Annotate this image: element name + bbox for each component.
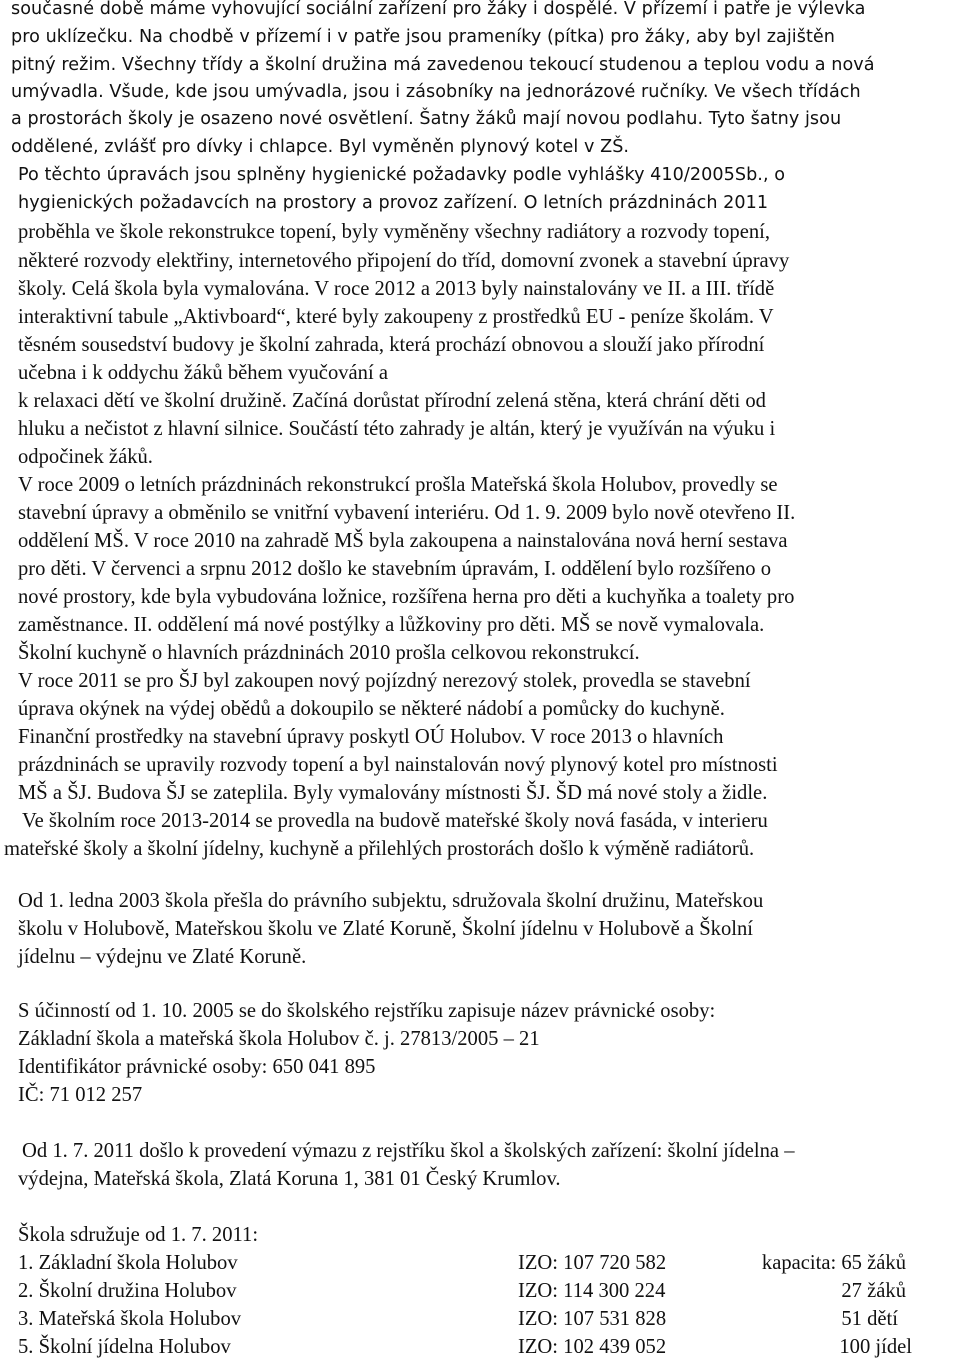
text-line: nové prostory, kde byla vybudována ložnice, rozšířena herna pro děti a kuchyňka a toalety pro: [18, 586, 795, 608]
text-line: MŠ a ŠJ. Budova ŠJ se zateplila. Byly vymalovány místnosti ŠJ. ŠD má nové stoly a židle.: [18, 782, 768, 804]
text-line: Od 1. ledna 2003 škola přešla do právního subjektu, sdružovala školní družinu, Mateřskou: [18, 890, 764, 912]
text-line: V roce 2011 se pro ŠJ byl zakoupen nový pojízdný nerezový stolek, provedla se stavební: [18, 670, 751, 692]
text-line: stavební úpravy a obměnilo se vnitřní vybavení interiéru. Od 1. 9. 2009 bylo nově otevřeno II.: [18, 502, 796, 524]
text-line: školy. Celá škola byla vymalována. V roce 2012 a 2013 byly nainstalovány ve II. a III. třídě: [18, 278, 775, 300]
text-line: Od 1. 7. 2011 došlo k provedení výmazu z rejstříku škol a školských zařízení: školní jídelna –: [22, 1140, 795, 1162]
capacity-value: 51 dětí: [841, 1308, 898, 1330]
izo-number: IZO: 102 439 052: [518, 1336, 667, 1358]
text-line: oddělené, zvlášť pro dívky i chlapce. Byl vyměněn plynový kotel v ZŠ.: [11, 137, 630, 157]
text-line: k relaxaci dětí ve školní družině. Začíná dorůstat přírodní zelená stěna, která chrání děti od: [18, 390, 766, 412]
text-line: Identifikátor právnické osoby: 650 041 895: [18, 1056, 376, 1078]
text-line: pitný režim. Všechny třídy a školní družina má zavedenou tekoucí studenou a teplou vodu a nová: [11, 55, 875, 75]
table-intro: Škola sdružuje od 1. 7. 2011:: [18, 1224, 259, 1246]
text-line: hluku a nečistot z hlavní silnice. Součástí této zahrady je altán, který je využíván na výuku i: [18, 418, 776, 440]
text-line: V roce 2009 o letních prázdninách rekonstrukcí prošla Mateřská škola Holubov, provedly se: [18, 474, 778, 496]
text-line: zaměstnance. II. oddělení má nové postýlky a lůžkoviny pro děti. MŠ se nově vymalovala.: [18, 614, 765, 636]
text-line: Základní škola a mateřská škola Holubov č. j. 27813/2005 – 21: [18, 1028, 540, 1050]
text-line: jídelnu – výdejnu ve Zlaté Koruně.: [18, 946, 307, 968]
izo-number: IZO: 107 531 828: [518, 1308, 667, 1330]
school-name: 3. Mateřská škola Holubov: [18, 1308, 242, 1330]
capacity-value: 100 jídel: [839, 1336, 912, 1358]
text-line: interaktivní tabule „Aktivboard“, které byly zakoupeny z prostředků EU - peníze školám. V: [18, 306, 774, 328]
text-line: proběhla ve škole rekonstrukce topení, byly vyměněny všechny radiátory a rozvody topení,: [18, 221, 771, 243]
text-line: Ve školním roce 2013-2014 se provedla na budově mateřské školy nová fasáda, v interieru: [22, 810, 768, 832]
text-line: pro děti. V červenci a srpnu 2012 došlo ke stavebním úpravám, I. oddělení bylo rozšířeno o: [18, 558, 772, 580]
text-line: S účinností od 1. 10. 2005 se do školského rejstříku zapisuje název právnické osoby:: [18, 1000, 716, 1022]
text-line: pro uklízečku. Na chodbě v přízemí i v patře jsou prameníky (pítka) pro žáky, aby byl zajištěn: [11, 27, 835, 47]
text-line: některé rozvody elektřiny, internetového připojení do tříd, domovní zvonek a stavební úpravy: [18, 250, 790, 272]
izo-number: IZO: 107 720 582: [518, 1252, 667, 1274]
text-line: úprava okýnek na výdej obědů a dokoupilo se některé nádobí a pomůcky do kuchyně.: [18, 698, 725, 720]
text-line: Po těchto úpravách jsou splněny hygienické požadavky podle vyhlášky 410/2005Sb., o: [18, 165, 786, 185]
school-name: 1. Základní škola Holubov: [18, 1252, 238, 1274]
text-line: umývadla. Všude, kde jsou umývadla, jsou i zásobníky na jednorázové ručníky. Ve všech třídách: [11, 82, 861, 102]
text-line: IČ: 71 012 257: [18, 1084, 143, 1106]
text-line: Školní kuchyně o hlavních prázdninách 2010 prošla celkovou rekonstrukcí.: [18, 642, 640, 664]
text-line: těsném sousedství budovy je školní zahrada, která prochází obnovou a slouží jako přírodní: [18, 334, 765, 356]
text-line: současné době máme vyhovující sociální zařízení pro žáky i dospělé. V přízemí i patře je výlevka: [11, 0, 866, 19]
text-line: odpočinek žáků.: [18, 446, 153, 468]
school-name: 2. Školní družina Holubov: [18, 1280, 237, 1302]
text-line: mateřské školy a školní jídelny, kuchyně a přilehlých prostorách došlo k výměně radiátorů.: [4, 838, 755, 860]
capacity-value: kapacita: 65 žáků: [761, 1252, 906, 1274]
text-line: oddělení MŠ. V roce 2010 na zahradě MŠ byla zakoupena a nainstalována nová herní sestava: [18, 530, 788, 552]
text-line: prázdninách se upravily rozvody topení a byl nainstalován nový plynový kotel pro místnosti: [18, 754, 778, 776]
izo-number: IZO: 114 300 224: [518, 1280, 666, 1302]
text-line: Finanční prostředky na stavební úpravy poskytl OÚ Holubov. V roce 2013 o hlavních: [18, 726, 724, 748]
text-line: školu v Holubově, Mateřskou školu ve Zlaté Koruně, Školní jídelnu v Holubově a Školní: [18, 918, 753, 940]
text-line: a prostorách školy je osazeno nové osvětlení. Šatny žáků mají novou podlahu. Tyto šatny jsou: [11, 109, 842, 129]
school-name: 5. Školní jídelna Holubov: [18, 1336, 231, 1358]
text-line: učebna i k oddychu žáků během vyučování a: [18, 362, 388, 384]
capacity-value: 27 žáků: [841, 1280, 906, 1302]
text-line: výdejna, Mateřská škola, Zlatá Koruna 1, 381 01 Český Krumlov.: [18, 1168, 561, 1190]
text-line: hygienických požadavcích na prostory a provoz zařízení. O letních prázdninách 2011: [18, 193, 769, 213]
